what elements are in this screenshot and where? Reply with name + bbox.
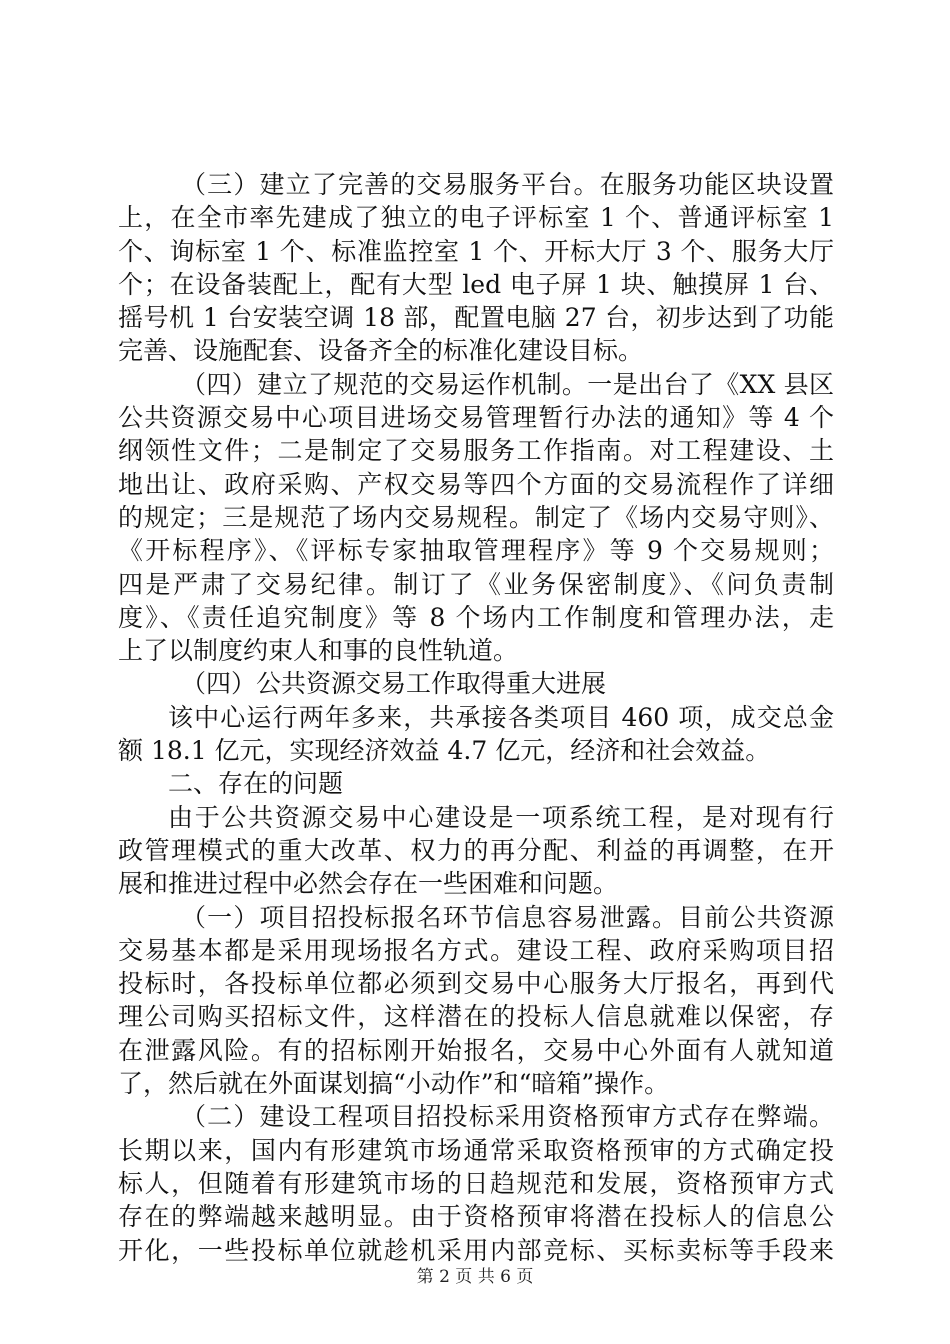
text-line: 长期以来，国内有形建筑市场通常采取资格预审的方式确定投 (118, 1135, 834, 1165)
page-footer: 第 2 页 共 6 页 (416, 1267, 534, 1287)
text-line: 的规定；三是规范了场内交易规程。制定了《场内交易守则》、 (118, 502, 834, 532)
text-line: 度》、《责任追究制度》等 8 个场内工作制度和管理办法，走 (118, 602, 834, 632)
text-line: （四）建立了规范的交易运作机制。一是出台了《XX 县区 (181, 369, 834, 399)
text-line: （二）建设工程项目招投标采用资格预审方式存在弊端。 (181, 1102, 834, 1132)
text-line: 《开标程序》、《评标专家抽取管理程序》等 9 个交易规则； (118, 536, 834, 566)
text-line: 个；在设备装配上，配有大型 led 电子屏 1 块、触摸屏 1 台、 (118, 269, 834, 299)
text-line: 该中心运行两年多来，共承接各类项目 460 项，成交总金 (168, 702, 834, 732)
text-line: 由于公共资源交易中心建设是一项系统工程，是对现有行 (168, 802, 834, 832)
text-line: 上了以制度约束人和事的良性轨道。 (118, 636, 519, 666)
text-line: 标人，但随着有形建筑市场的日趋规范和发展，资格预审方式 (118, 1168, 834, 1198)
text-line: 完善、设施配套、设备齐全的标准化建设目标。 (118, 336, 644, 366)
text-line: 四是严肃了交易纪律。制订了《业务保密制度》、《问负责制 (118, 569, 834, 599)
text-line: （四）公共资源交易工作取得重大进展 (181, 669, 607, 699)
text-line: 纲领性文件；二是制定了交易服务工作指南。对工程建设、土 (118, 436, 834, 466)
text-line: （三）建立了完善的交易服务平台。在服务功能区块设置 (181, 170, 834, 199)
text-line: 存在的弊端越来越明显。由于资格预审将潜在投标人的信息公 (118, 1202, 834, 1232)
text-line: 投标时，各投标单位都必须到交易中心服务大厅报名，再到代 (118, 969, 834, 999)
text-line: 二、存在的问题 (168, 769, 344, 799)
document-body (118, 168, 834, 1267)
text-line: 个、询标室 1 个、标准监控室 1 个、开标大厅 3 个、服务大厅 (118, 236, 834, 266)
text-line: 在泄露风险。有的招标刚开始报名，交易中心外面有人就知道 (118, 1035, 834, 1065)
text-line: 政管理模式的重大改革、权力的再分配、利益的再调整，在开 (118, 835, 834, 865)
text-line: 了，然后就在外面谋划搞“小动作”和“暗箱”操作。 (118, 1069, 670, 1099)
text-line: 地出让、政府采购、产权交易等四个方面的交易流程作了详细 (118, 469, 834, 499)
text-line: 交易基本都是采用现场报名方式。建设工程、政府采购项目招 (118, 935, 834, 965)
text-line: 公共资源交易中心项目进场交易管理暂行办法的通知》等 4 个 (118, 403, 834, 433)
text-line: （一）项目招投标报名环节信息容易泄露。目前公共资源 (181, 902, 834, 932)
text-line: 理公司购买招标文件，这样潜在的投标人信息就难以保密，存 (118, 1002, 834, 1032)
text-line: 开化，一些投标单位就趁机采用内部竞标、买标卖标等手段来 (118, 1235, 834, 1265)
text-line: 额 18.1 亿元，实现经济效益 4.7 亿元，经济和社会效益。 (118, 736, 771, 766)
text-line: 摇号机 1 台安装空调 18 部，配置电脑 27 台，初步达到了功能 (118, 303, 834, 333)
text-line: 展和推进过程中必然会存在一些困难和问题。 (118, 869, 619, 899)
text-line: 上，在全市率先建成了独立的电子评标室 1 个、普通评标室 1 (118, 203, 834, 233)
